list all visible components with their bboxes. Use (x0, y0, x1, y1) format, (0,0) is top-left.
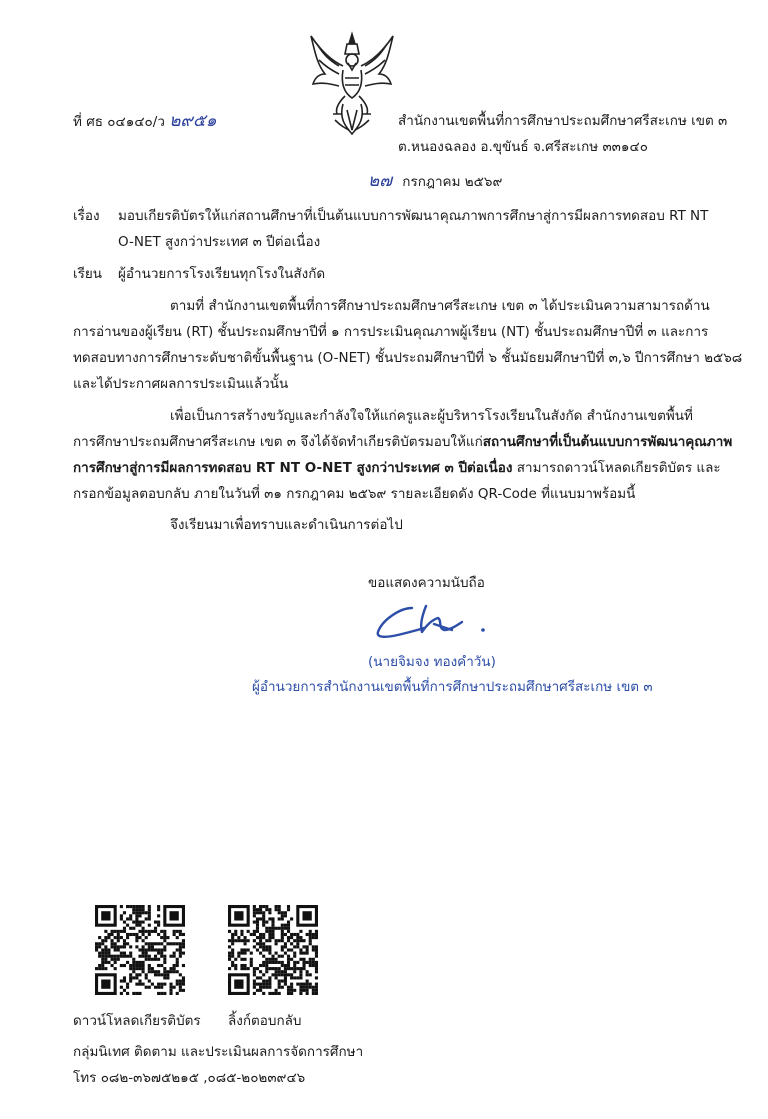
paragraph-2-line-3 (73, 459, 721, 477)
qr-code-icon (228, 905, 318, 995)
paragraph-3: จึงเรียนมาเพื่อทราบและดำเนินการต่อไป (170, 517, 403, 533)
paragraph-2-line-3-bold: การศึกษาสู่การมีผลการทดสอบ RT NT O-NET สูงกว่าประเทศ ๓ ปีต่อเนื่อง (73, 460, 513, 476)
document-number (73, 112, 217, 131)
paragraph-1-line-3: ทดสอบทางการศึกษาระดับชาติขั้นพื้นฐาน (O-NET) ชั้นประถมศึกษาปีที่ ๖ ชั้นมัธยมศึกษาปีที่ ๓,๖ ปีการศึกษา ๒๕๖๘ (73, 350, 743, 366)
signature-icon (372, 602, 492, 642)
paragraph-2-line-1: เพื่อเป็นการสร้างขวัญและกำลังใจให้แก่ครูและผู้บริหารโรงเรียนในสังกัด สำนักงานเขตพื้นที่ (170, 408, 693, 424)
signer-name: (นายจิมจง ทองคำวัน) (368, 654, 496, 670)
date-day-handwritten: ๒๗ (368, 171, 392, 191)
footer-department: กลุ่มนิเทศ ติดตาม และประเมินผลการจัดการศึกษา (73, 1044, 364, 1060)
garuda-emblem-icon (305, 30, 400, 138)
qr-caption-reply: ลิ้งก์ตอบกลับ (228, 1013, 302, 1029)
document-number-label: ที่ ศธ ๐๔๑๔๐/ว (73, 114, 165, 130)
date-month-year: กรกฎาคม ๒๕๖๙ (402, 174, 503, 190)
document-number-handwritten: ๒๙๕๑ (169, 111, 217, 131)
subject-line-2: O-NET สูงกว่าประเทศ ๓ ปีต่อเนื่อง (118, 234, 321, 250)
to-label: เรียน (73, 266, 103, 282)
letter-date (368, 172, 502, 191)
to-recipient: ผู้อำนวยการโรงเรียนทุกโรงในสังกัด (118, 266, 326, 282)
paragraph-2-line-2 (73, 433, 732, 451)
closing-phrase: ขอแสดงความนับถือ (368, 575, 485, 591)
signer-title: ผู้อำนวยการสำนักงานเขตพื้นที่การศึกษาประถมศึกษาศรีสะเกษ เขต ๓ (252, 679, 653, 695)
paragraph-2-line-4: กรอกข้อมูลตอบกลับ ภายในวันที่ ๓๑ กรกฎาคม ๒๕๖๙ รายละเอียดดัง QR-Code ที่แนบมาพร้อมนี้ (73, 486, 636, 502)
subject-line-1: มอบเกียรติบัตรให้แก่สถานศึกษาที่เป็นต้นแบบการพัฒนาคุณภาพการศึกษาสู่การมีผลการทดสอบ RT NT (118, 208, 709, 224)
paragraph-2-line-2-bold: สถานศึกษาที่เป็นต้นแบบการพัฒนาคุณภาพ (482, 434, 733, 450)
paragraph-1-line-2: การอ่านของผู้เรียน (RT) ชั้นประถมศึกษาปีที่ ๑ การประเมินคุณภาพผู้เรียน (NT) ชั้นประถมศึกษาปีที่ ๓ และการ (73, 324, 709, 340)
office-address: ต.หนองฉลอง อ.ขุขันธ์ จ.ศรีสะเกษ ๓๓๑๔๐ (398, 139, 648, 155)
office-name: สำนักงานเขตพื้นที่การศึกษาประถมศึกษาศรีสะเกษ เขต ๓ (398, 113, 728, 129)
paragraph-2-line-3-normal: สามารถดาวน์โหลดเกียรติบัตร และ (512, 460, 721, 476)
subject-label: เรื่อง (73, 208, 100, 224)
paragraph-2-line-2-normal: การศึกษาประถมศึกษาศรีสะเกษ เขต ๓ จึงได้จัดทำเกียรติบัตรมอบให้แก่ (73, 434, 483, 450)
paragraph-1-line-4: และได้ประกาศผลการประเมินแล้วนั้น (73, 376, 289, 392)
footer-phone: โทร ๐๘๒-๓๖๗๕๒๑๕ ,๐๘๕-๒๐๒๓๙๔๖ (73, 1070, 306, 1086)
qr-code-icon (95, 905, 185, 995)
paragraph-1-line-1: ตามที่ สำนักงานเขตพื้นที่การศึกษาประถมศึกษาศรีสะเกษ เขต ๓ ได้ประเมินความสามารถด้าน (170, 298, 710, 314)
qr-caption-download: ดาวน์โหลดเกียรติบัตร (73, 1013, 201, 1029)
